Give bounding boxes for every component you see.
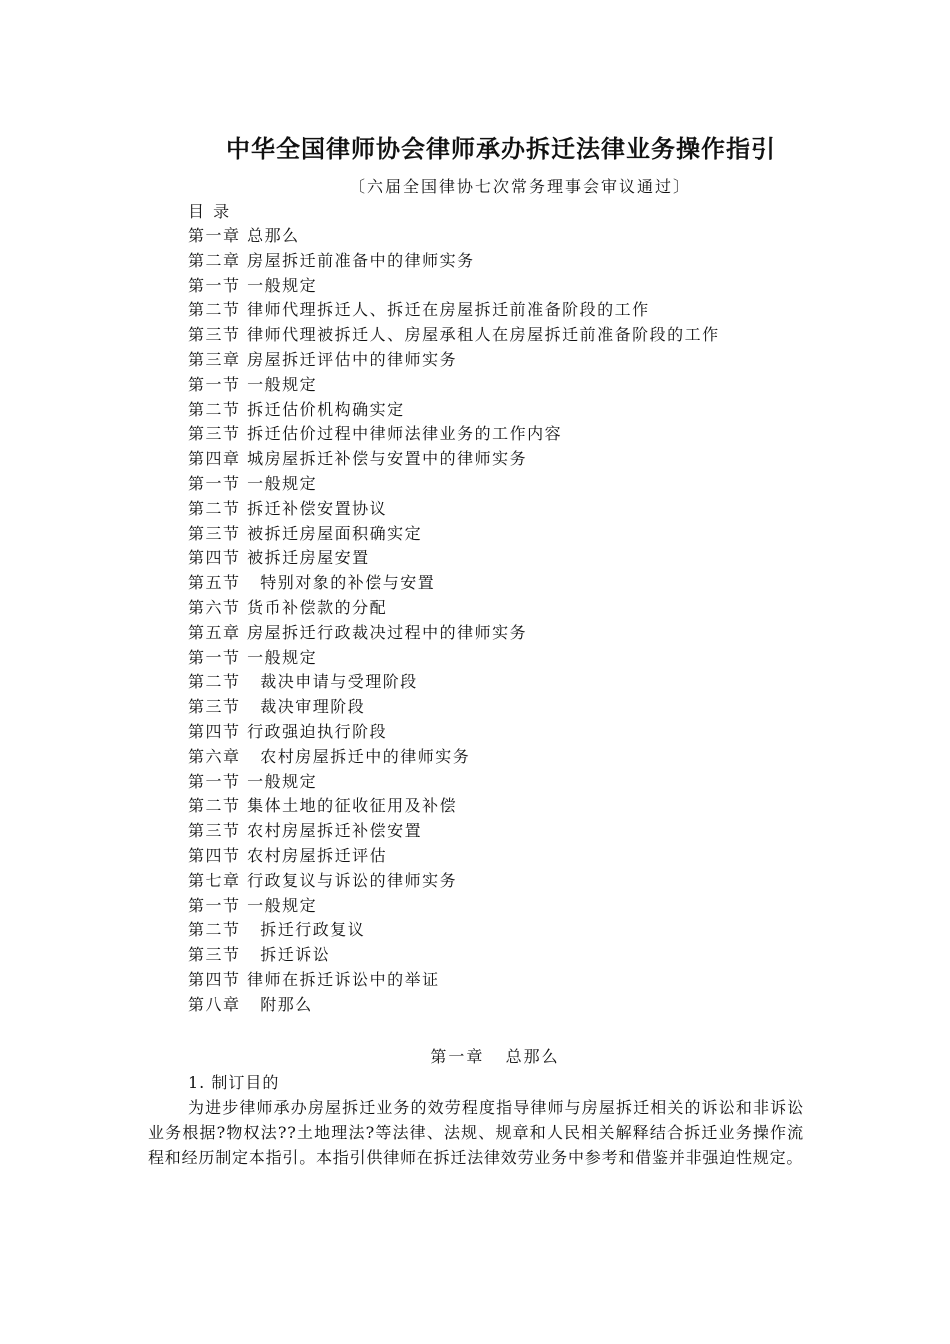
document-subtitle: 〔六届全国律协七次常务理事会审议通过〕 xyxy=(348,177,691,196)
chapter-heading: 第一章 总那么 xyxy=(430,1047,560,1066)
toc-item: 第八章 附那么 xyxy=(188,994,313,1014)
toc-item: 第三章 房屋拆迁评估中的律师实务 xyxy=(188,349,458,369)
toc-item: 第二节 裁决申请与受理阶段 xyxy=(188,672,418,692)
toc-item: 第二章 房屋拆迁前准备中的律师实务 xyxy=(188,250,475,270)
toc-item: 第五节 特别对象的补偿与安置 xyxy=(188,573,436,593)
toc-item: 第二节 律师代理拆迁人、拆迁在房屋拆迁前准备阶段的工作 xyxy=(188,300,650,320)
table-of-contents xyxy=(188,199,720,1018)
toc-item: 第二节 集体土地的征收征用及补偿 xyxy=(188,796,458,816)
toc-item: 第七章 行政复议与诉讼的律师实务 xyxy=(188,870,458,890)
body-paragraph: 为进步律师承办房屋拆迁业务的效劳程度指导律师与房屋拆迁相关的诉讼和非诉讼业务根据?物权法??土地理法?等法律、法规、规章和人民相关解释结合拆迁业务操作流程和经历制定本指引。本指引供律师在拆迁法律效劳业务中参考和借鉴并非强迫性规定。 xyxy=(148,1098,804,1167)
toc-item: 第二节 拆迁补偿安置协议 xyxy=(188,498,388,518)
document-title: 中华全国律师协会律师承办拆迁法律业务操作指引 xyxy=(226,135,776,163)
toc-item: 第三节 裁决审理阶段 xyxy=(188,697,366,717)
toc-item: 第一节 一般规定 xyxy=(188,374,318,394)
toc-item: 第四节 农村房屋拆迁评估 xyxy=(188,845,388,865)
toc-item: 第四节 行政强迫执行阶段 xyxy=(188,721,388,741)
toc-item: 第六章 农村房屋拆迁中的律师实务 xyxy=(188,746,471,766)
toc-item: 第二节 拆迁行政复议 xyxy=(188,920,366,940)
toc-item: 第三节 拆迁估价过程中律师法律业务的工作内容 xyxy=(188,424,563,444)
toc-item: 第一节 一般规定 xyxy=(188,771,318,791)
toc-item: 第一节 一般规定 xyxy=(188,647,318,667)
toc-item: 第二节 拆迁估价机构确实定 xyxy=(188,399,405,419)
toc-item: 第六节 货币补偿款的分配 xyxy=(188,597,388,617)
toc-item: 第一节 一般规定 xyxy=(188,473,318,493)
toc-item: 第三节 拆迁诉讼 xyxy=(188,945,331,965)
toc-item: 第三节 被拆迁房屋面积确实定 xyxy=(188,523,423,543)
toc-item: 第一节 一般规定 xyxy=(188,275,318,295)
toc-item: 第三节 农村房屋拆迁补偿安置 xyxy=(188,821,423,841)
toc-item: 第四节 被拆迁房屋安置 xyxy=(188,548,370,568)
toc-item: 第四节 律师在拆迁诉讼中的举证 xyxy=(188,969,440,989)
toc-item: 第四章 城房屋拆迁补偿与安置中的律师实务 xyxy=(188,449,528,469)
toc-item: 第五章 房屋拆迁行政裁决过程中的律师实务 xyxy=(188,622,528,642)
toc-item: 第三节 律师代理被拆迁人、房屋承租人在房屋拆迁前准备阶段的工作 xyxy=(188,325,720,345)
toc-item: 第一章 总那么 xyxy=(188,226,300,245)
section-label: 1. 制订目的 xyxy=(188,1073,280,1092)
toc-item: 第一节 一般规定 xyxy=(188,895,318,915)
toc-heading: 目 录 xyxy=(188,202,232,221)
